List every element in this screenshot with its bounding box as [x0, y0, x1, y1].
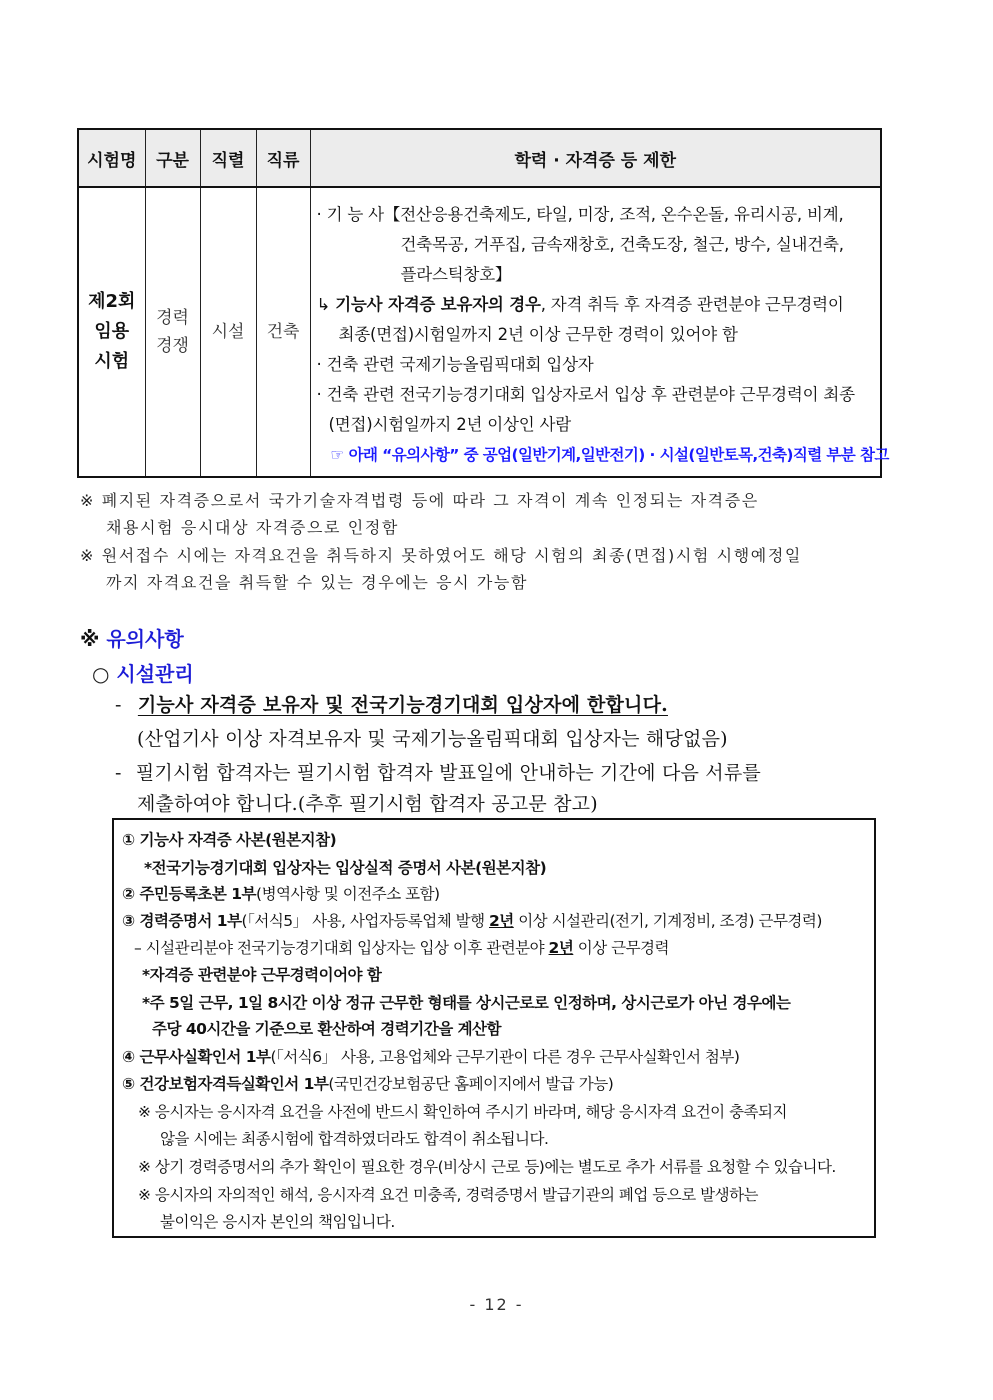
reference-note: ☞ 아래 “유의사항” 중 공업(일반기계,일반전기) · 시설(일반토목,건축)직렬 부분 참고 — [330, 446, 889, 464]
doc-3-note: *주 5일 근무, 1일 8시간 이상 정규 근무한 형태를 상시근로로 인정하며, 상시근로가 아닌 경우에는 — [142, 994, 791, 1012]
box-note: 않을 시에는 최종시험에 합격하였더라도 합격이 취소됩니다. — [160, 1130, 549, 1148]
box-note: 불이익은 응시자 본인의 책임입니다. — [160, 1213, 395, 1231]
note-line: 채용시험 응시대상 자격증으로 인정함 — [106, 518, 399, 537]
doc-2: ② 주민등록초본 1부(병역사항 및 이전주소 포함) — [122, 885, 440, 903]
doc-3: ③ 경력증명서 1부(「서식5」 사용, 사업자등록업체 발행 2년 이상 시설관리(전기, 기계정비, 조경) 근무경력) — [122, 912, 822, 930]
header-class: 직류 — [256, 129, 310, 187]
cell-exam-name: 제2회 임용 시험 — [78, 187, 145, 477]
doc-3-sub: – 시설관리분야 전국기능경기대회 입상자는 입상 이후 관련분야 2년 이상 근무경력 — [134, 939, 670, 957]
header-exam-name: 시험명 — [78, 129, 145, 187]
note-line: ※ 폐지된 자격증으로서 국가기술자격법령 등에 따라 그 자격이 계속 인정되는 자격증은 — [80, 491, 759, 510]
table-row — [78, 187, 881, 477]
box-note: ※ 응시자는 응시자격 요건을 사전에 반드시 확인하여 주시기 바라며, 해당 응시자격 요건이 충족되지 — [138, 1103, 787, 1121]
doc-1: ① 기능사 자격증 사본(원본지참) — [122, 831, 337, 849]
cell-category: 경력 경쟁 — [145, 187, 200, 477]
cell-restrictions: · 기 능 사【전산응용건축제도, 타일, 미장, 조적, 온수온돌, 유리시공, 비계, 건축목공, 거푸집, 금속재창호, 건축도장, 철근, 방수, 실내건축, 플라스틱창호】 ↳ 기능사 자격증 보유자의 경우, 자격 취득 후 자격증 관련분야 근무경력이 최종(면접)시험일까지 2년 이상 근무한 경력이 있어야 함 · 건축 관련 국제기능올림픽대회 입상자 · 건축 관련 전국기능경기대회 입상자로서 입상 후 관련분야 근무경력이 최종 (면접)시험일까지 2년 이상인 사람 ☞ 아래 “유의사항” 중 공업(일반기계,일반전기) · 시설(일반토목,건축)직렬 부분 참고 — [310, 187, 881, 477]
box-note: ※ 상기 경력증명서의 추가 확인이 필요한 경우(비상시 근로 등)에는 별도로 추가 서류를 요청할 수 있습니다. — [138, 1158, 836, 1176]
box-note: ※ 응시자의 자의적인 해석, 응시자격 요건 미충족, 경력증명서 발급기관의 폐업 등으로 발생하는 — [138, 1186, 759, 1204]
required-documents-box — [112, 818, 876, 1238]
item-1: - 기능사 자격증 보유자 및 전국기능경기대회 입상자에 한합니다. — [115, 694, 668, 716]
doc-1-sub: *전국기능경기대회 입상자는 입상실적 증명서 사본(원본지참) — [144, 859, 547, 877]
doc-5: ⑤ 건강보험자격득실확인서 1부(국민건강보험공단 홈페이지에서 발급 가능) — [122, 1075, 614, 1093]
cell-series: 시설 — [200, 187, 256, 477]
doc-4: ④ 근무사실확인서 1부(「서식6」 사용, 고용업체와 근무기관이 다른 경우 근무사실확인서 첨부) — [122, 1048, 740, 1066]
header-series: 직렬 — [200, 129, 256, 187]
table-header-row — [78, 129, 881, 187]
doc-3-note: *자격증 관련분야 근무경력이어야 함 — [142, 966, 382, 984]
arrow-icon: ↳ — [316, 295, 331, 314]
header-category: 구분 — [145, 129, 200, 187]
doc-3-note: 주당 40시간을 기준으로 환산하여 경력기간을 계산함 — [152, 1020, 501, 1038]
note-line: 까지 자격요건을 취득할 수 있는 경우에는 응시 가능함 — [106, 573, 529, 592]
page-number: - 12 - — [469, 1295, 524, 1314]
section-title: ※ 유의사항 — [80, 627, 184, 651]
requirements-table — [77, 128, 889, 478]
item-2-line2: 제출하여야 합니다.(추후 필기시험 합격자 공고문 참고) — [137, 793, 598, 815]
item-1-paren: (산업기사 이상 자격보유자 및 국제기능올림픽대회 입상자는 해당없음) — [137, 728, 728, 750]
item-2: - 필기시험 합격자는 필기시험 합격자 발표일에 안내하는 기간에 다음 서류를 — [115, 762, 761, 784]
note-line: ※ 원서접수 시에는 자격요건을 취득하지 못하였어도 해당 시험의 최종(면접)시험 시행예정일 — [80, 546, 802, 565]
subsection-title: ○ 시설관리 — [92, 662, 194, 686]
header-restrictions: 학력 · 자격증 등 제한 — [310, 129, 881, 187]
cell-class: 건축 — [256, 187, 310, 477]
